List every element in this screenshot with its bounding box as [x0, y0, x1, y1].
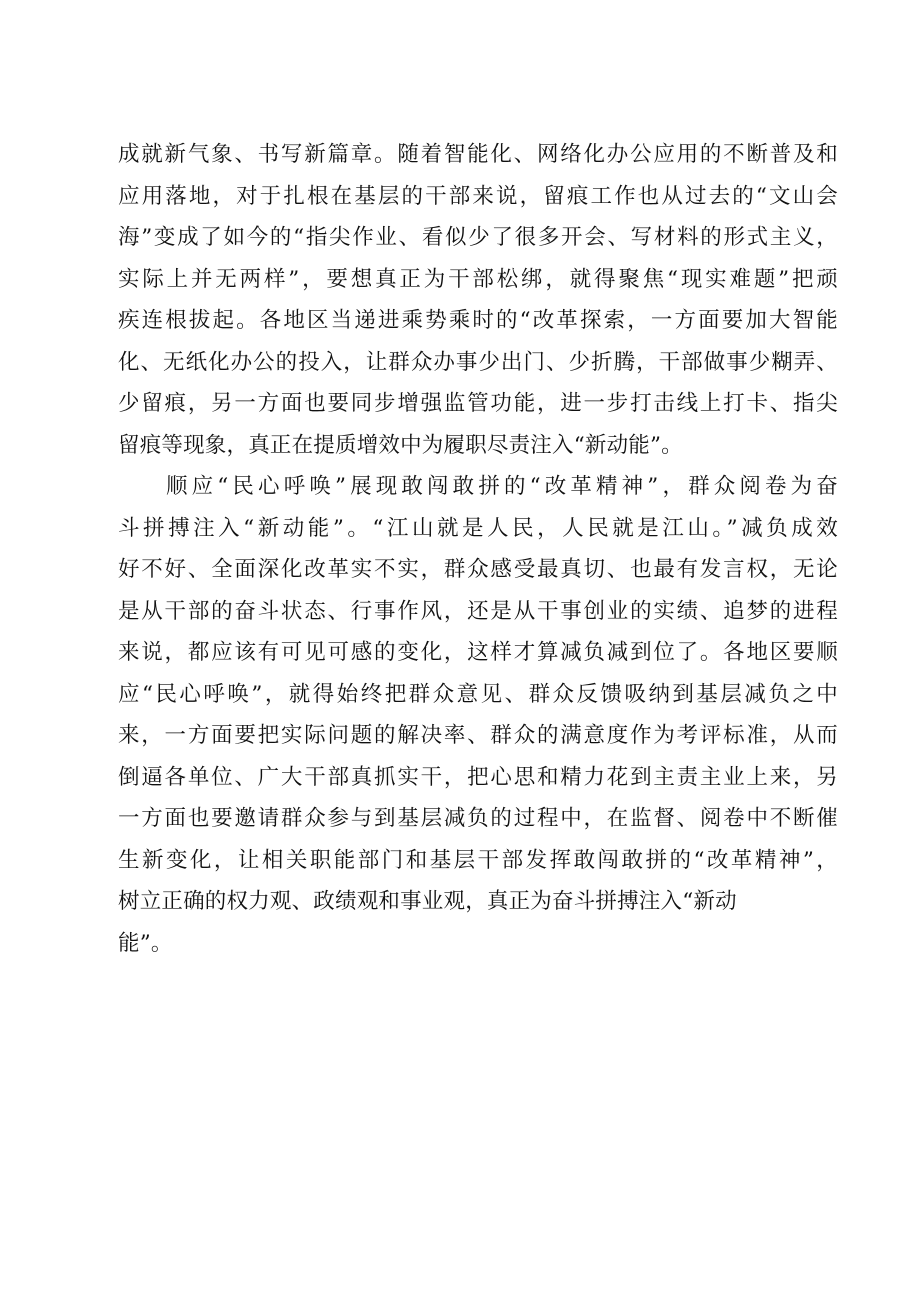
paragraph-2 — [118, 466, 838, 964]
paragraph-line: 好不好、全面深化改革实不实，群众感受最真切、也最有发言权，无论 — [118, 557, 838, 582]
paragraph-line: 应“民心呼唤”，就得始终把群众意见、群众反馈吸纳到基层减负之中 — [118, 681, 838, 707]
paragraph-line: 斗拼搏注入“新动能”。“江山就是人民，人民就是江山。”减负成效 — [118, 515, 838, 541]
paragraph-line: 生新变化，让相关职能部门和基层干部发挥敢闯敢拼的“改革精神”， — [118, 847, 838, 873]
paragraph-1 — [118, 134, 838, 466]
paragraph-line: 留痕等现象，真正在提质增效中为履职尽责注入“新动能”。 — [118, 432, 683, 458]
paragraph-line: 应用落地，对于扎根在基层的干部来说，留痕工作也从过去的“文山会 — [118, 183, 838, 209]
paragraph-line: 实际上并无两样”，要想真正为干部松绑，就得聚焦“现实难题”把顽 — [118, 266, 838, 292]
paragraph-line: 树立正确的权力观、政绩观和事业观，真正为奋斗拼搏注入“新动 — [118, 889, 737, 914]
paragraph-line: 化、无纸化办公的投入，让群众办事少出门、少折腾，干部做事少糊弄、 — [118, 349, 838, 375]
paragraph-line: 能”。 — [118, 930, 173, 956]
paragraph-line: 来，一方面要把实际问题的解决率、群众的满意度作为考评标准，从而 — [118, 723, 838, 748]
paragraph-line: 来说，都应该有可见可感的变化，这样才算减负减到位了。各地区要顺 — [118, 640, 838, 665]
paragraph-line: 少留痕，另一方面也要同步增强监管功能，进一步打击线上打卡、指尖 — [118, 391, 838, 416]
paragraph-line: 倒逼各单位、广大干部真抓实干，把心思和精力花到主责主业上来，另 — [118, 764, 838, 790]
paragraph-line: 海”变成了如今的“指尖作业、看似少了很多开会、写材料的形式主义， — [118, 225, 838, 250]
document-body — [118, 134, 838, 964]
paragraph-line: 一方面也要邀请群众参与到基层减负的过程中，在监督、阅卷中不断催 — [118, 806, 838, 831]
paragraph-line: 疾连根拔起。各地区当递进乘势乘时的“改革探索，一方面要加大智能 — [118, 308, 838, 333]
paragraph-line: 顺应“民心呼唤”展现敢闯敢拼的“改革精神”，群众阅卷为奋 — [166, 474, 838, 499]
paragraph-line: 成就新气象、书写新篇章。随着智能化、网络化办公应用的不断普及和 — [118, 142, 838, 167]
paragraph-line: 是从干部的奋斗状态、行事作风，还是从干事创业的实绩、追梦的进程 — [118, 598, 838, 624]
